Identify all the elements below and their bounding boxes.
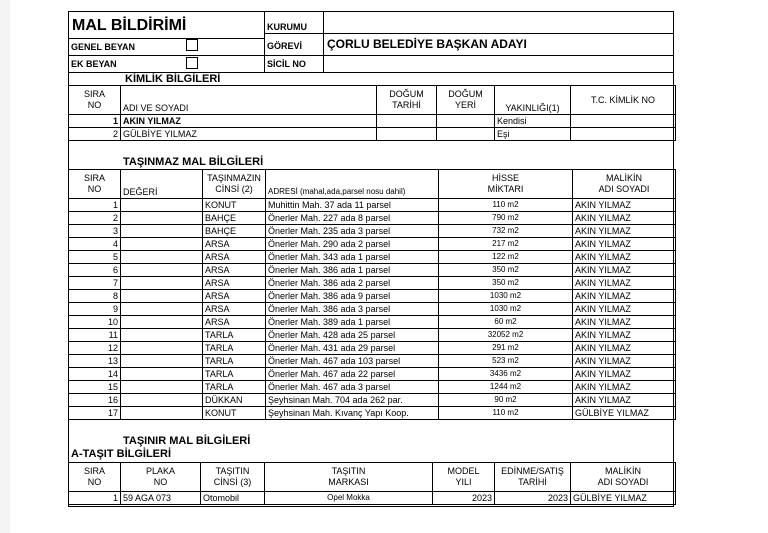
- tasit-malik-header: MALİKİN ADI SOYADI: [571, 463, 676, 492]
- tasinmaz-adres: Önerler Mah. 467 ada 3 parsel: [266, 381, 439, 394]
- tasinmaz-no: 10: [69, 316, 121, 329]
- tasit-model: 2023: [433, 492, 495, 505]
- tasinmaz-degeri: [121, 251, 203, 264]
- tasinmaz-cinsi: ARSA: [203, 316, 266, 329]
- tasit-subsection-title: A-TAŞIT BİLGİLERİ: [71, 448, 172, 460]
- table-row: [69, 115, 676, 128]
- genel-beyan-checkbox[interactable]: [186, 39, 198, 51]
- tasit-table: [68, 462, 676, 505]
- tasinmaz-hisse: 110 m2: [439, 407, 573, 420]
- tasinmaz-degeri: [121, 290, 203, 303]
- tasinmaz-malik-header: MALİKİN ADI SOYADI: [573, 170, 676, 199]
- tasinmaz-malik: GÜLBİYE YILMAZ: [573, 407, 676, 420]
- kimlik-tc: [571, 115, 676, 128]
- tasinmaz-degeri: [121, 264, 203, 277]
- tasinmaz-cinsi: TARLA: [203, 355, 266, 368]
- tasinmaz-hisse: 350 m2: [439, 277, 573, 290]
- kimlik-adi-header: ADI VE SOYADI: [121, 86, 377, 115]
- tasinmaz-degeri: [121, 329, 203, 342]
- tasinmaz-cinsi: KONUT: [203, 407, 266, 420]
- tasinmaz-hisse-header: HİSSE MİKTARI: [439, 170, 573, 199]
- kimlik-yakinlik-header: YAKINLIĞI(1): [495, 86, 571, 115]
- tasinmaz-sira-header: SIRA NO: [69, 170, 121, 199]
- tasinmaz-malik: AKIN YILMAZ: [573, 238, 676, 251]
- tasinmaz-adres: Önerler Mah. 428 ada 25 parsel: [266, 329, 439, 342]
- tasit-edinme-header: EDİNME/SATIŞ TARİHİ: [495, 463, 571, 492]
- tasinmaz-cinsi-header: TAŞINMAZIN CİNSİ (2): [203, 170, 266, 199]
- tasinmaz-degeri: [121, 368, 203, 381]
- tasinmaz-hisse: 350 m2: [439, 264, 573, 277]
- tasinmaz-malik: AKIN YILMAZ: [573, 290, 676, 303]
- tasinmaz-section-title: TAŞINMAZ MAL BİLGİLERİ: [123, 156, 264, 168]
- tasit-edinme: 2023: [495, 492, 571, 505]
- tasinmaz-degeri: [121, 238, 203, 251]
- tasinmaz-no: 3: [69, 225, 121, 238]
- table-row: [69, 492, 676, 505]
- tasinmaz-adres: Önerler Mah. 386 ada 2 parsel: [266, 277, 439, 290]
- tasinmaz-cinsi: TARLA: [203, 368, 266, 381]
- tasinmaz-no: 14: [69, 368, 121, 381]
- table-row: [69, 277, 676, 290]
- kimlik-dogum-yeri-header: DOĞUM YERİ: [437, 86, 495, 115]
- tasinmaz-degeri: [121, 407, 203, 420]
- tasinmaz-hisse: 122 m2: [439, 251, 573, 264]
- tasinmaz-malik: AKIN YILMAZ: [573, 342, 676, 355]
- tasinmaz-degeri: [121, 355, 203, 368]
- kimlik-section-title: KİMLİK BİLGİLERİ: [125, 73, 221, 85]
- table-row: [69, 407, 676, 420]
- table-row: [69, 212, 676, 225]
- tasinmaz-adres: Önerler Mah. 290 ada 2 parsel: [266, 238, 439, 251]
- genel-beyan-label: GENEL BEYAN: [71, 42, 136, 52]
- table-row: [69, 225, 676, 238]
- kimlik-no: 1: [69, 115, 121, 128]
- tasinmaz-malik: AKIN YILMAZ: [573, 329, 676, 342]
- tasinmaz-malik: AKIN YILMAZ: [573, 381, 676, 394]
- tasinmaz-adres: Şeyhsinan Mah. 704 ada 262 par.: [266, 394, 439, 407]
- gorevi-value: ÇORLU BELEDİYE BAŞKAN ADAYI: [327, 37, 527, 51]
- tasinmaz-malik: AKIN YILMAZ: [573, 303, 676, 316]
- tasinmaz-hisse: 790 m2: [439, 212, 573, 225]
- tasinmaz-no: 16: [69, 394, 121, 407]
- tasinmaz-adres: Önerler Mah. 389 ada 1 parsel: [266, 316, 439, 329]
- tasinmaz-adres: Önerler Mah. 431 ada 29 parsel: [266, 342, 439, 355]
- gorevi-label: GÖREVİ: [267, 41, 303, 51]
- kimlik-dogum-yeri: [437, 128, 495, 141]
- kimlik-dogum-tarihi: [377, 115, 437, 128]
- tasinmaz-malik: AKIN YILMAZ: [573, 251, 676, 264]
- table-row: [69, 355, 676, 368]
- kurumu-label: KURUMU: [267, 22, 307, 32]
- tasinmaz-cinsi: ARSA: [203, 277, 266, 290]
- page-edge-shadow: [0, 0, 10, 533]
- kimlik-name: GÜLBİYE YILMAZ: [121, 128, 377, 141]
- tasinir-section-title: TAŞINIR MAL BİLGİLERİ: [123, 435, 251, 447]
- tasit-cinsi-header: TAŞITIN CİNSİ (3): [201, 463, 265, 492]
- tasinmaz-degeri: [121, 394, 203, 407]
- table-row: [69, 329, 676, 342]
- tasinmaz-adres: Önerler Mah. 386 ada 1 parsel: [266, 264, 439, 277]
- tasit-sira-header: SIRA NO: [69, 463, 121, 492]
- tasinmaz-hisse: 1244 m2: [439, 381, 573, 394]
- tasit-no: 1: [69, 492, 121, 505]
- tasinmaz-cinsi: TARLA: [203, 381, 266, 394]
- tasinmaz-cinsi: ARSA: [203, 238, 266, 251]
- form-title: MAL BİLDİRİMİ: [72, 17, 187, 34]
- tasinmaz-adres-header: ADRESİ (mahal,ada,parsel nosu dahil): [266, 170, 439, 199]
- sicil-label: SİCİL NO: [267, 59, 306, 69]
- tasinmaz-cinsi: TARLA: [203, 342, 266, 355]
- tasinmaz-adres: Önerler Mah. 386 ada 3 parsel: [266, 303, 439, 316]
- tasinmaz-no: 1: [69, 199, 121, 212]
- tasinmaz-cinsi: TARLA: [203, 329, 266, 342]
- tasinmaz-cinsi: DÜKKAN: [203, 394, 266, 407]
- tasinmaz-hisse: 90 m2: [439, 394, 573, 407]
- tasinmaz-cinsi: KONUT: [203, 199, 266, 212]
- tasinmaz-malik: AKIN YILMAZ: [573, 212, 676, 225]
- tasinmaz-degeri: [121, 212, 203, 225]
- tasinmaz-degeri: [121, 225, 203, 238]
- tasinmaz-malik: AKIN YILMAZ: [573, 316, 676, 329]
- tasinmaz-no: 12: [69, 342, 121, 355]
- tasinmaz-no: 13: [69, 355, 121, 368]
- tasinmaz-hisse: 523 m2: [439, 355, 573, 368]
- tasinmaz-no: 6: [69, 264, 121, 277]
- kimlik-no: 2: [69, 128, 121, 141]
- tasinmaz-cinsi: BAHÇE: [203, 212, 266, 225]
- tasinmaz-malik: AKIN YILMAZ: [573, 368, 676, 381]
- tasinmaz-no: 5: [69, 251, 121, 264]
- tasinmaz-degeri: [121, 199, 203, 212]
- tasinmaz-no: 17: [69, 407, 121, 420]
- tasinmaz-adres: Önerler Mah. 343 ada 1 parsel: [266, 251, 439, 264]
- tasinmaz-cinsi: ARSA: [203, 303, 266, 316]
- tasinmaz-hisse: 110 m2: [439, 199, 573, 212]
- tasinmaz-no: 9: [69, 303, 121, 316]
- table-row: [69, 290, 676, 303]
- tasinmaz-adres: Önerler Mah. 235 ada 3 parsel: [266, 225, 439, 238]
- tasinmaz-adres: Önerler Mah. 386 ada 9 parsel: [266, 290, 439, 303]
- tasinmaz-hisse: 291 m2: [439, 342, 573, 355]
- table-row: [69, 381, 676, 394]
- tasinmaz-no: 11: [69, 329, 121, 342]
- tasit-plaka-header: PLAKA NO: [121, 463, 201, 492]
- tasinmaz-no: 2: [69, 212, 121, 225]
- tasinmaz-malik: AKIN YILMAZ: [573, 394, 676, 407]
- table-row: [69, 303, 676, 316]
- table-row: [69, 238, 676, 251]
- tasinmaz-adres: Şeyhsinan Mah. Kıvanç Yapı Koop.: [266, 407, 439, 420]
- kimlik-tc: [571, 128, 676, 141]
- tasinmaz-malik: AKIN YILMAZ: [573, 277, 676, 290]
- table-row: [69, 394, 676, 407]
- tasinmaz-malik: AKIN YILMAZ: [573, 264, 676, 277]
- tasinmaz-no: 7: [69, 277, 121, 290]
- table-row: [69, 368, 676, 381]
- ek-beyan-label: EK BEYAN: [71, 59, 117, 69]
- tasit-marka-header: TAŞITIN MARKASI: [265, 463, 433, 492]
- tasinmaz-adres: Önerler Mah. 467 ada 103 parsel: [266, 355, 439, 368]
- tasinmaz-cinsi: ARSA: [203, 251, 266, 264]
- tasinmaz-degeri: [121, 316, 203, 329]
- tasinmaz-cinsi: ARSA: [203, 264, 266, 277]
- tasinmaz-no: 15: [69, 381, 121, 394]
- kimlik-tc-header: T.C. KİMLİK NO: [571, 86, 676, 115]
- kimlik-dogum-tarihi: [377, 128, 437, 141]
- tasinmaz-adres: Önerler Mah. 227 ada 8 parsel: [266, 212, 439, 225]
- tasinmaz-no: 4: [69, 238, 121, 251]
- tasinmaz-degeri: [121, 381, 203, 394]
- kimlik-name: AKIN YILMAZ: [121, 115, 377, 128]
- tasit-marka: Opel Mokka: [265, 492, 433, 505]
- tasinmaz-hisse: 32052 m2: [439, 329, 573, 342]
- kimlik-dogum-yeri: [437, 115, 495, 128]
- tasinmaz-hisse: 1030 m2: [439, 290, 573, 303]
- tasinmaz-degeri-header: DEĞERİ: [121, 170, 203, 199]
- kimlik-sira-header: SIRA NO: [69, 86, 121, 115]
- ek-beyan-checkbox[interactable]: [186, 57, 198, 69]
- table-row: [69, 316, 676, 329]
- tasinmaz-adres: Önerler Mah. 467 ada 22 parsel: [266, 368, 439, 381]
- tasinmaz-no: 8: [69, 290, 121, 303]
- kimlik-yakinlik: Eşi: [495, 128, 571, 141]
- declaration-form: [68, 11, 674, 507]
- tasit-model-header: MODEL YILI: [433, 463, 495, 492]
- tasinmaz-malik: AKIN YILMAZ: [573, 355, 676, 368]
- tasinmaz-hisse: 3436 m2: [439, 368, 573, 381]
- tasinmaz-adres: Muhittin Mah. 37 ada 11 parsel: [266, 199, 439, 212]
- tasinmaz-malik: AKIN YILMAZ: [573, 225, 676, 238]
- tasinmaz-cinsi: BAHÇE: [203, 225, 266, 238]
- tasit-cinsi: Otomobil: [201, 492, 265, 505]
- kimlik-dogum-tarihi-header: DOĞUM TARİHİ: [377, 86, 437, 115]
- tasinmaz-degeri: [121, 342, 203, 355]
- tasinmaz-degeri: [121, 277, 203, 290]
- table-row: [69, 128, 676, 141]
- tasinmaz-malik: AKIN YILMAZ: [573, 199, 676, 212]
- kimlik-table: [68, 85, 676, 141]
- tasit-malik: GÜLBİYE YILMAZ: [571, 492, 676, 505]
- kimlik-yakinlik: Kendisi: [495, 115, 571, 128]
- table-row: [69, 342, 676, 355]
- table-row: [69, 199, 676, 212]
- tasinmaz-hisse: 1030 m2: [439, 303, 573, 316]
- table-row: [69, 251, 676, 264]
- tasinmaz-degeri: [121, 303, 203, 316]
- table-row: [69, 264, 676, 277]
- tasinmaz-hisse: 60 m2: [439, 316, 573, 329]
- tasinmaz-hisse: 732 m2: [439, 225, 573, 238]
- tasinmaz-cinsi: ARSA: [203, 290, 266, 303]
- tasinmaz-table: [68, 169, 676, 420]
- tasit-plaka: 59 AGA 073: [121, 492, 201, 505]
- tasinmaz-hisse: 217 m2: [439, 238, 573, 251]
